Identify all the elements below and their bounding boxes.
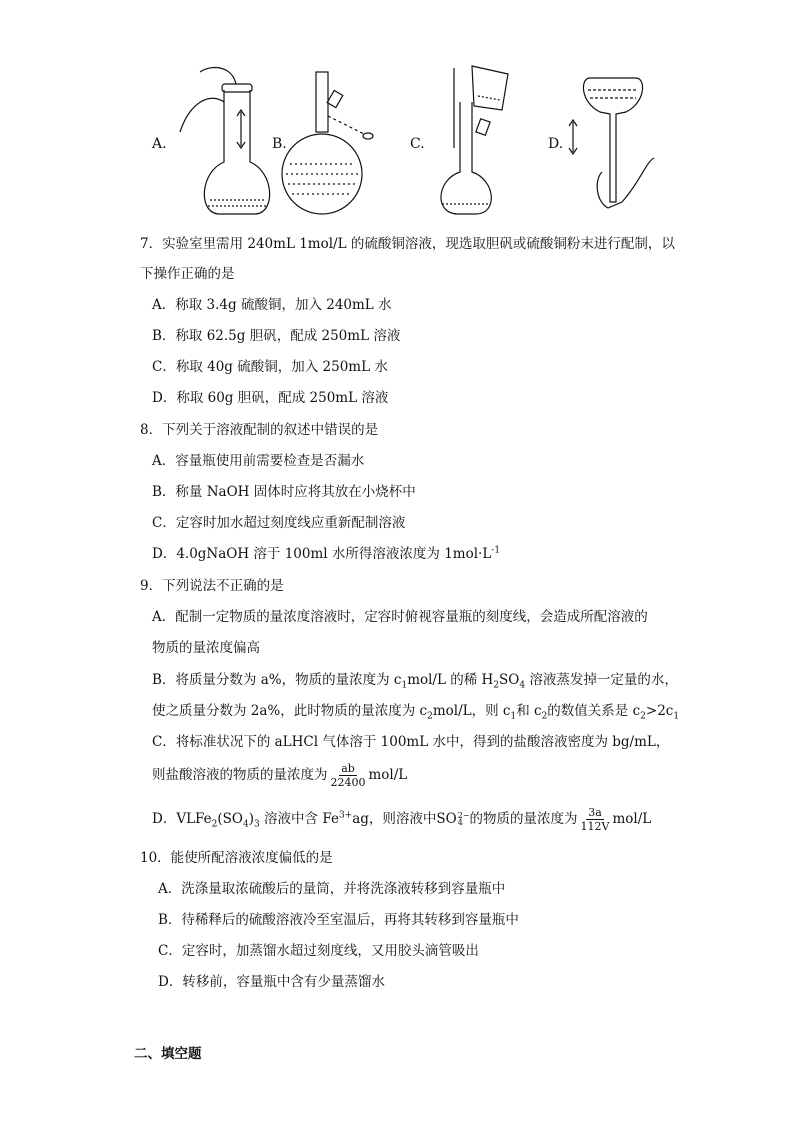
q8-option-c: C．定容时加水超过刻度线应重新配制溶液 xyxy=(152,515,406,531)
q10-option-b: B．待稀释后的硫酸溶液冷至室温后，再将其转移到容量瓶中 xyxy=(158,912,519,928)
q9-stem: 9．下列说法不正确的是 xyxy=(140,578,284,594)
q10-option-c: C．定容时，加蒸馏水超过刻度线，又用胶头滴管吸出 xyxy=(158,943,479,959)
q7-stem-line2: 下操作正确的是 xyxy=(140,266,235,282)
figure-label-c: C. xyxy=(410,136,425,152)
q9-option-a-line2: 物质的量浓度偏高 xyxy=(152,640,260,656)
q9-option-c-line1: C．将标准状况下的 aLHCl 气体溶于 100mL 水中，得到的盐酸溶液密度为 bg/mL， xyxy=(152,734,670,750)
q9-option-a-line1: A．配制一定物质的量浓度溶液时，定容时俯视容量瓶的刻度线，会造成所配溶液的 xyxy=(152,609,648,625)
figure-c-pouring xyxy=(441,66,508,214)
q9-option-b-line2: 使之质量分数为 2a%，此时物质的量浓度为 $c_2mol/L$，则 $c_1$和 $c_2$的数值关系是 $c_2>2c_1$ xyxy=(152,703,680,722)
q7-stem-line1: 7．实验室里需用 240mL 1mol/L 的硫酸铜溶液，现选取胆矾或硫酸铜粉末进行配制，以 xyxy=(140,236,675,252)
section-heading: 二、填空题 xyxy=(134,1046,202,1062)
q7-option-b: B．称取 62.5g 胆矾，配成 250mL 溶液 xyxy=(152,328,401,344)
figure-label-b: B. xyxy=(272,136,287,152)
q7-option-c: C．称取 40g 硫酸铜，加入 250mL 水 xyxy=(152,359,388,375)
q9-option-c-line2: 则盐酸溶液的物质的量浓度为 $\frac{ab}{22400}$ mol/L xyxy=(152,762,408,789)
fraction-3a-112v: $\frac{3a}{112V}$ xyxy=(580,806,610,833)
sulfate-ion: SO 2− 4 xyxy=(436,811,470,827)
figure-row xyxy=(140,62,700,222)
figure-label-d: D. xyxy=(548,136,564,152)
q7-option-d: D．称取 60g 胆矾，配成 250mL 溶液 xyxy=(152,390,389,406)
q10-option-d: D．转移前，容量瓶中含有少量蒸馏水 xyxy=(158,974,385,990)
figure-a-flask-inverted xyxy=(180,68,270,214)
figure-label-a: A. xyxy=(152,136,167,152)
q9-option-d: D．$VLFe_2(SO_4)_3$ 溶液中含 $Fe^{3+}ag$，则溶液中 SO 2− 4 的物质的量浓度为 $\frac{3a}{112V}$ mol/L xyxy=(152,806,652,833)
q10-option-a: A．洗涤量取浓硫酸后的量筒，并将洗涤液转移到容量瓶中 xyxy=(158,881,506,897)
q8-option-b: B．称量 NaOH 固体时应将其放在小烧杯中 xyxy=(152,484,416,500)
figure-b-flask-eye xyxy=(282,72,373,214)
q9-option-b-line1: B．将质量分数为 a%，物质的量浓度为 $c_1mol/L$ 的稀 $H_2SO_4$ 溶液蒸发掉一定量的水， xyxy=(152,672,678,691)
q8-option-d: D．4.0gNaOH 溶于 100ml 水所得溶液浓度为 $1mol\cdot L^{-1}$ xyxy=(152,545,501,562)
q7-option-a: A．称取 3.4g 硫酸铜，加入 240mL 水 xyxy=(152,297,392,313)
fraction-ab-22400: $\frac{ab}{22400}$ xyxy=(330,762,366,789)
q8-option-a: A．容量瓶使用前需要检查是否漏水 xyxy=(152,453,365,469)
figure-d-funnel xyxy=(569,78,654,208)
apparatus-illustrations xyxy=(140,62,700,222)
q8-stem: 8．下列关于溶液配制的叙述中错误的是 xyxy=(140,422,379,438)
q10-stem: 10．能使所配溶液浓度偏低的是 xyxy=(140,850,333,866)
